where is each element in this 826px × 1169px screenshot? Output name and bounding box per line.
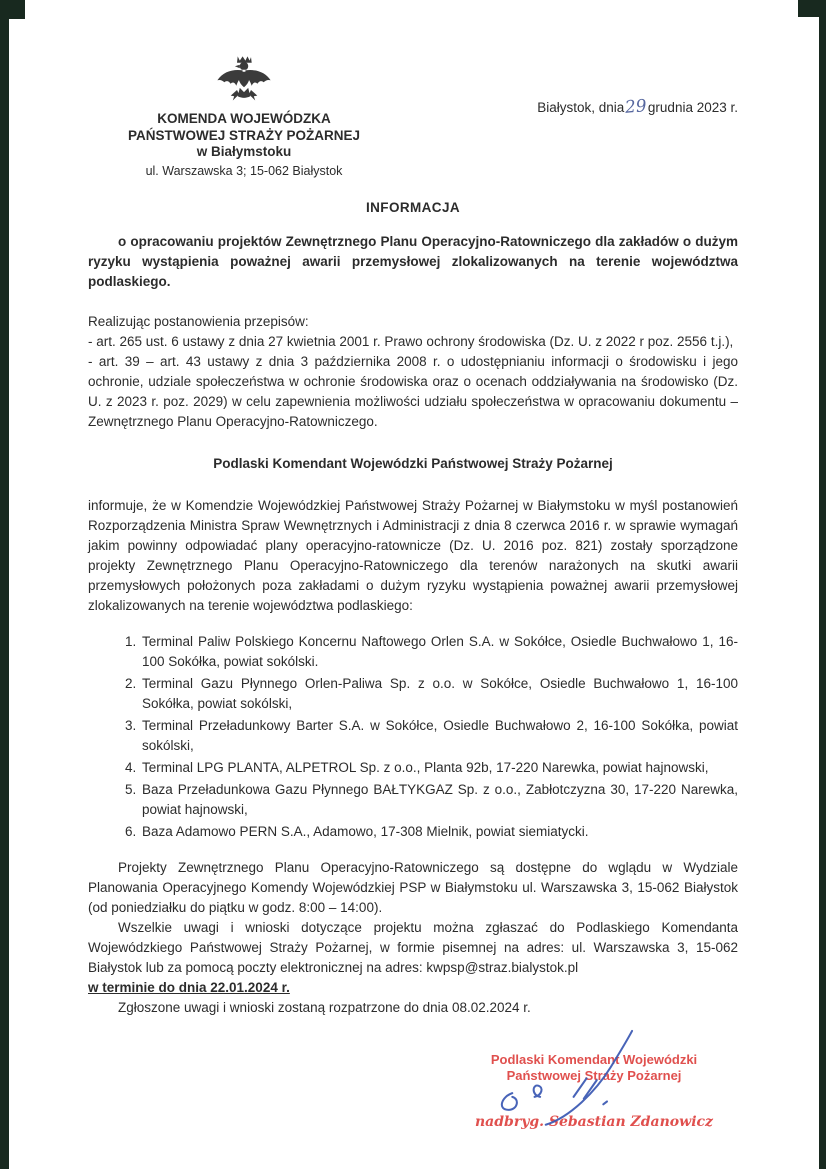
legal-item-1: - art. 265 ust. 6 ustawy z dnia 27 kwietnia 2001 r. Prawo ochrony środowiska (Dz. U. z 2022 r poz. 2556 t.j.), — [88, 333, 734, 349]
org-city-line: w Białymstoku — [196, 144, 292, 159]
facility-item-2: 2. Terminal Gazu Płynnego Orlen-Paliwa Sp. z o.o. w Sokółce, Osiedle Buchwałowo 1, 16-100 Sokółka, powiat sokólski, — [140, 674, 738, 714]
document-title: INFORMACJA — [366, 199, 460, 215]
remarks-paragraph: Wszelkie uwagi i wnioski dotyczące projektu można zgłaszać do Podlaskiego Komendanta Wojewódzkiego Państwowej Straży Pożarnej, w formie pisemnej na adres: ul. Warszawska 3, 15-062 Białystok lub za pomocą poczty elektronicznej na adres: kwpsp@straz.bialystok.pl — [88, 919, 738, 975]
document-content — [88, 0, 738, 1132]
resolution-paragraph: Zgłoszone uwagi i wnioski zostaną rozpatrzone do dnia 08.02.2024 r. — [118, 999, 531, 1015]
stamp-signee-name: nadbryg. Sebastian Zdanowicz — [475, 1113, 713, 1130]
scan-artifact-top-left-corner — [0, 0, 25, 19]
stamp-block — [454, 1052, 734, 1132]
facility-item-1: 1. Terminal Paliw Polskiego Koncernu Naftowego Orlen S.A. w Sokółce, Osiedle Buchwałowo 1, 16-100 Sokółka, powiat sokólski. — [140, 632, 738, 672]
handwritten-day: 29 — [624, 96, 648, 118]
body-paragraph: informuje, że w Komendzie Wojewódzkiej Państwowej Straży Pożarnej w Białymstoku w myśl postanowień Rozporządzenia Ministra Spraw Wewnętrznych i Administracji z dnia 8 czerwca 2016 r. w sprawie wymagań jakim powinny odpowiadać plany operacyjno-ratownicze (Dz. U. 2016 poz. 821) zostały sporządzone projekty Zewnętrznego Planu Operacyjno-Ratowniczego dla terenów narażonych na skutki awarii przemysłowych położonych poza zakładami o dużym ryzyku wystąpienia poważnej awarii przemysłowej zlokalizowanych na terenie województwa podlaskiego: — [88, 497, 738, 613]
scan-artifact-right-edge — [819, 0, 826, 1169]
facility-item-3: 3. Terminal Przeładunkowy Barter S.A. w Sokółce, Osiedle Buchwałowo 2, 16-100 Sokółka, powiat sokólski, — [140, 716, 738, 756]
commander-heading: Podlaski Komendant Wojewódzki Państwowej Straży Pożarnej — [213, 455, 613, 471]
org-name-line-1: KOMENDA WOJEWÓDZKA — [157, 111, 331, 126]
legal-item-2: - art. 39 – art. 43 ustawy z dnia 3 października 2008 r. o udostępnianiu informacji o środowisku i jego ochronie, udziale społeczeństwa w ochronie środowiska oraz o ocenach oddziaływania na środowisko (Dz. U. z 2023 r. poz. 2029) w celu zapewnienia możliwości udziału społeczeństwa w opracowaniu dokumentu – Zewnętrznego Planu Operacyjno-Ratowniczego. — [88, 353, 738, 429]
date-line — [537, 97, 738, 118]
facilities-list — [88, 632, 738, 842]
stamp-signature-gap — [454, 1084, 734, 1112]
availability-paragraph: Projekty Zewnętrznego Planu Operacyjno-Ratowniczego są dostępne do wglądu w Wydziale Planowania Operacyjnego Komendy Wojewódzkiej PSP w Białymstoku ul. Warszawska 3, 15-062 Białystok (od poniedziałku do piątku w godz. 8:00 – 14:00). — [88, 859, 738, 915]
org-name-line-2: PAŃSTWOWEJ STRAŻY POŻARNEJ — [127, 127, 361, 143]
facility-item-6: 6. Baza Adamowo PERN S.A., Adamowo, 17-308 Mielnik, powiat siemiatycki. — [140, 822, 738, 842]
letterhead — [88, 0, 400, 180]
facility-item-4: 4. Terminal LPG PLANTA, ALPETROL Sp. z o.o., Planta 92b, 17-220 Narewka, powiat hajnowski, — [140, 758, 738, 778]
stamp-line-2: Państwowej Straży Pożarnej — [506, 1067, 682, 1083]
org-address-line: ul. Warszawska 3; 15-062 Białystok — [145, 163, 343, 178]
polish-eagle-emblem-icon — [88, 54, 400, 104]
facility-item-5: 5. Baza Przeładunkowa Gazu Płynnego BAŁTYKGAZ Sp. z o.o., Zabłotczyzna 30, 17-220 Narewka, powiat hajnowski, — [140, 780, 738, 820]
scan-artifact-left-edge — [0, 0, 9, 1169]
scan-artifact-top-right-corner — [798, 0, 826, 17]
legal-intro: Realizując postanowienia przepisów: — [88, 313, 309, 329]
subject-paragraph: o opracowaniu projektów Zewnętrznego Planu Operacyjno-Ratowniczego dla zakładów o dużym ryzyku wystąpienia poważnej awarii przemysłowej zlokalizowanych na terenie województwa podlaskiego. — [88, 233, 738, 289]
date-prefix: Białystok, dnia — [537, 100, 625, 115]
stamp-line-1: Podlaski Komendant Wojewódzki — [490, 1051, 698, 1067]
date-suffix: grudnia 2023 r. — [647, 100, 738, 115]
deadline-line: w terminie do dnia 22.01.2024 r. — [88, 979, 290, 995]
